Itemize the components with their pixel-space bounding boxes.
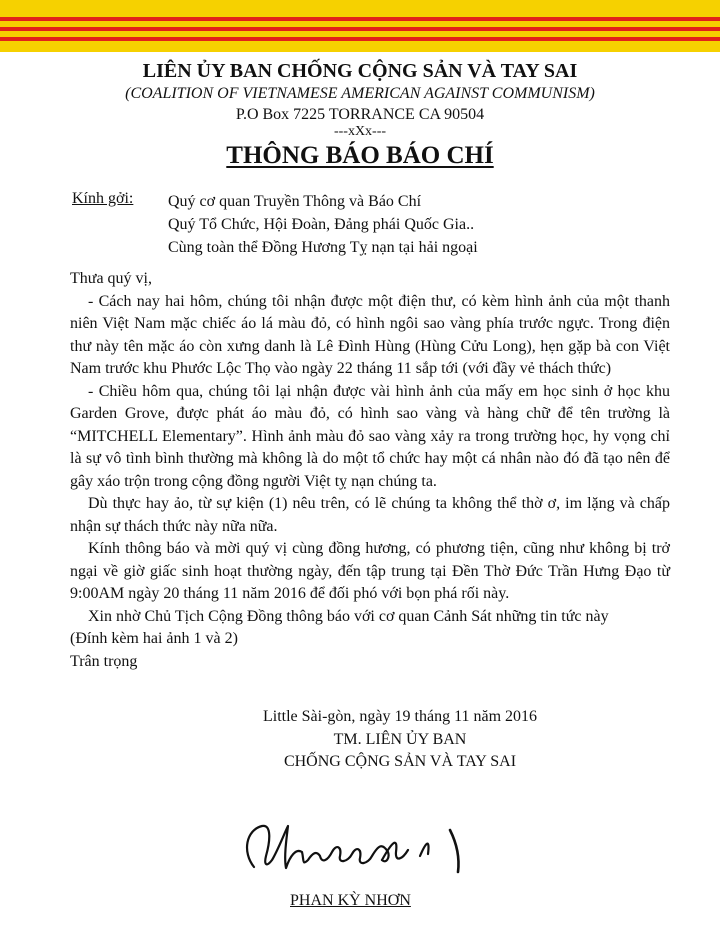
- flag-red-stripe: [0, 17, 720, 21]
- flag-red-stripe: [0, 27, 720, 31]
- mailing-address: P.O Box 7225 TORRANCE CA 90504: [235, 106, 485, 123]
- body-paragraph: Dù thực hay ảo, từ sự kiện (1) nêu trên, có lẽ chúng ta không thể thờ ơ, im lặng và chấp nhận sự thách thức này nữa nữa.: [70, 495, 670, 535]
- attachment-note: (Đính kèm hai ảnh 1 và 2): [70, 630, 238, 647]
- header-separator: ---xXx---: [333, 124, 387, 139]
- body-paragraph: - Chiều hôm qua, chúng tôi lại nhận được vài hình ảnh của mấy em học sinh ở học khu Garden Grove, được phát áo màu đỏ, có hình sao vàng và hàng chữ để tên trường là “MITCHELL Elementary”. Hình ảnh màu đỏ sao vàng xảy ra trong trường học, hy vọng chỉ là sự vô tình bình thường mà không là do một tổ chức hay một cá nhân nào đó đã tạo nên để gây xáo trộn trong cộng đồng người Việt tỵ nạn chúng ta.: [70, 382, 670, 490]
- document-title: THÔNG BÁO BÁO CHÍ: [226, 142, 494, 169]
- recipients-label: Kính gởi:: [72, 190, 134, 207]
- recipient-line: Cùng toàn thể Đồng Hương Tỵ nạn tại hải ngoại: [168, 239, 478, 256]
- signoff-block: [210, 706, 590, 774]
- flag-red-stripe: [0, 37, 720, 41]
- vietnamese-heritage-flag-banner: [0, 0, 720, 52]
- signoff-organization: CHỐNG CỘNG SẢN VÀ TAY SAI: [283, 753, 517, 770]
- body-paragraph: Kính thông báo và mời quý vị cùng đồng hương, có phương tiện, cũng như không bị trở ngại về giờ giấc sinh hoạt thường ngày, đến tập trung tại Đền Thờ Đức Trần Hưng Đạo từ 9:00AM ngày 20 tháng 11 năm 2016 để đối phó với bọn phá rối này.: [70, 540, 670, 602]
- letter-body: [70, 268, 670, 673]
- place-date: Little Sài-gòn, ngày 19 tháng 11 năm 2016: [262, 708, 538, 725]
- closing: Trân trọng: [70, 652, 138, 670]
- salutation: Thưa quý vị,: [70, 270, 152, 287]
- body-paragraph: - Cách nay hai hôm, chúng tôi nhận được một điện thư, có kèm hình ảnh của một thanh niên Việt Nam mặc chiếc áo lá màu đỏ, có hình ngôi sao vàng phía trước ngực. Trong điện thư này tên mặc áo còn xưng danh là Lê Đình Hùng (Hùng Cửu Long), hẹn gặp bà con Việt Nam trước khu Phước Lộc Thọ vào ngày 22 tháng 11 sắp tới (với đầy vẻ thách thức): [70, 292, 670, 377]
- recipients-list: [168, 190, 478, 259]
- handwritten-signature: [232, 812, 492, 882]
- recipient-line: Quý Tổ Chức, Hội Đoàn, Đảng phái Quốc Gia..: [168, 216, 475, 233]
- on-behalf-line: TM. LIÊN ỦY BAN: [333, 730, 467, 748]
- body-paragraph: Xin nhờ Chủ Tịch Cộng Đồng thông báo với cơ quan Cảnh Sát những tin tức này: [88, 607, 609, 625]
- organization-name-english: (COALITION OF VIETNAMESE AMERICAN AGAINST COMMUNISM): [125, 85, 595, 102]
- signer-name: PHAN KỲ NHƠN: [290, 892, 411, 909]
- organization-name: LIÊN ỦY BAN CHỐNG CỘNG SẢN VÀ TAY SAI: [142, 60, 578, 82]
- recipient-line: Quý cơ quan Truyền Thông và Báo Chí: [168, 193, 422, 210]
